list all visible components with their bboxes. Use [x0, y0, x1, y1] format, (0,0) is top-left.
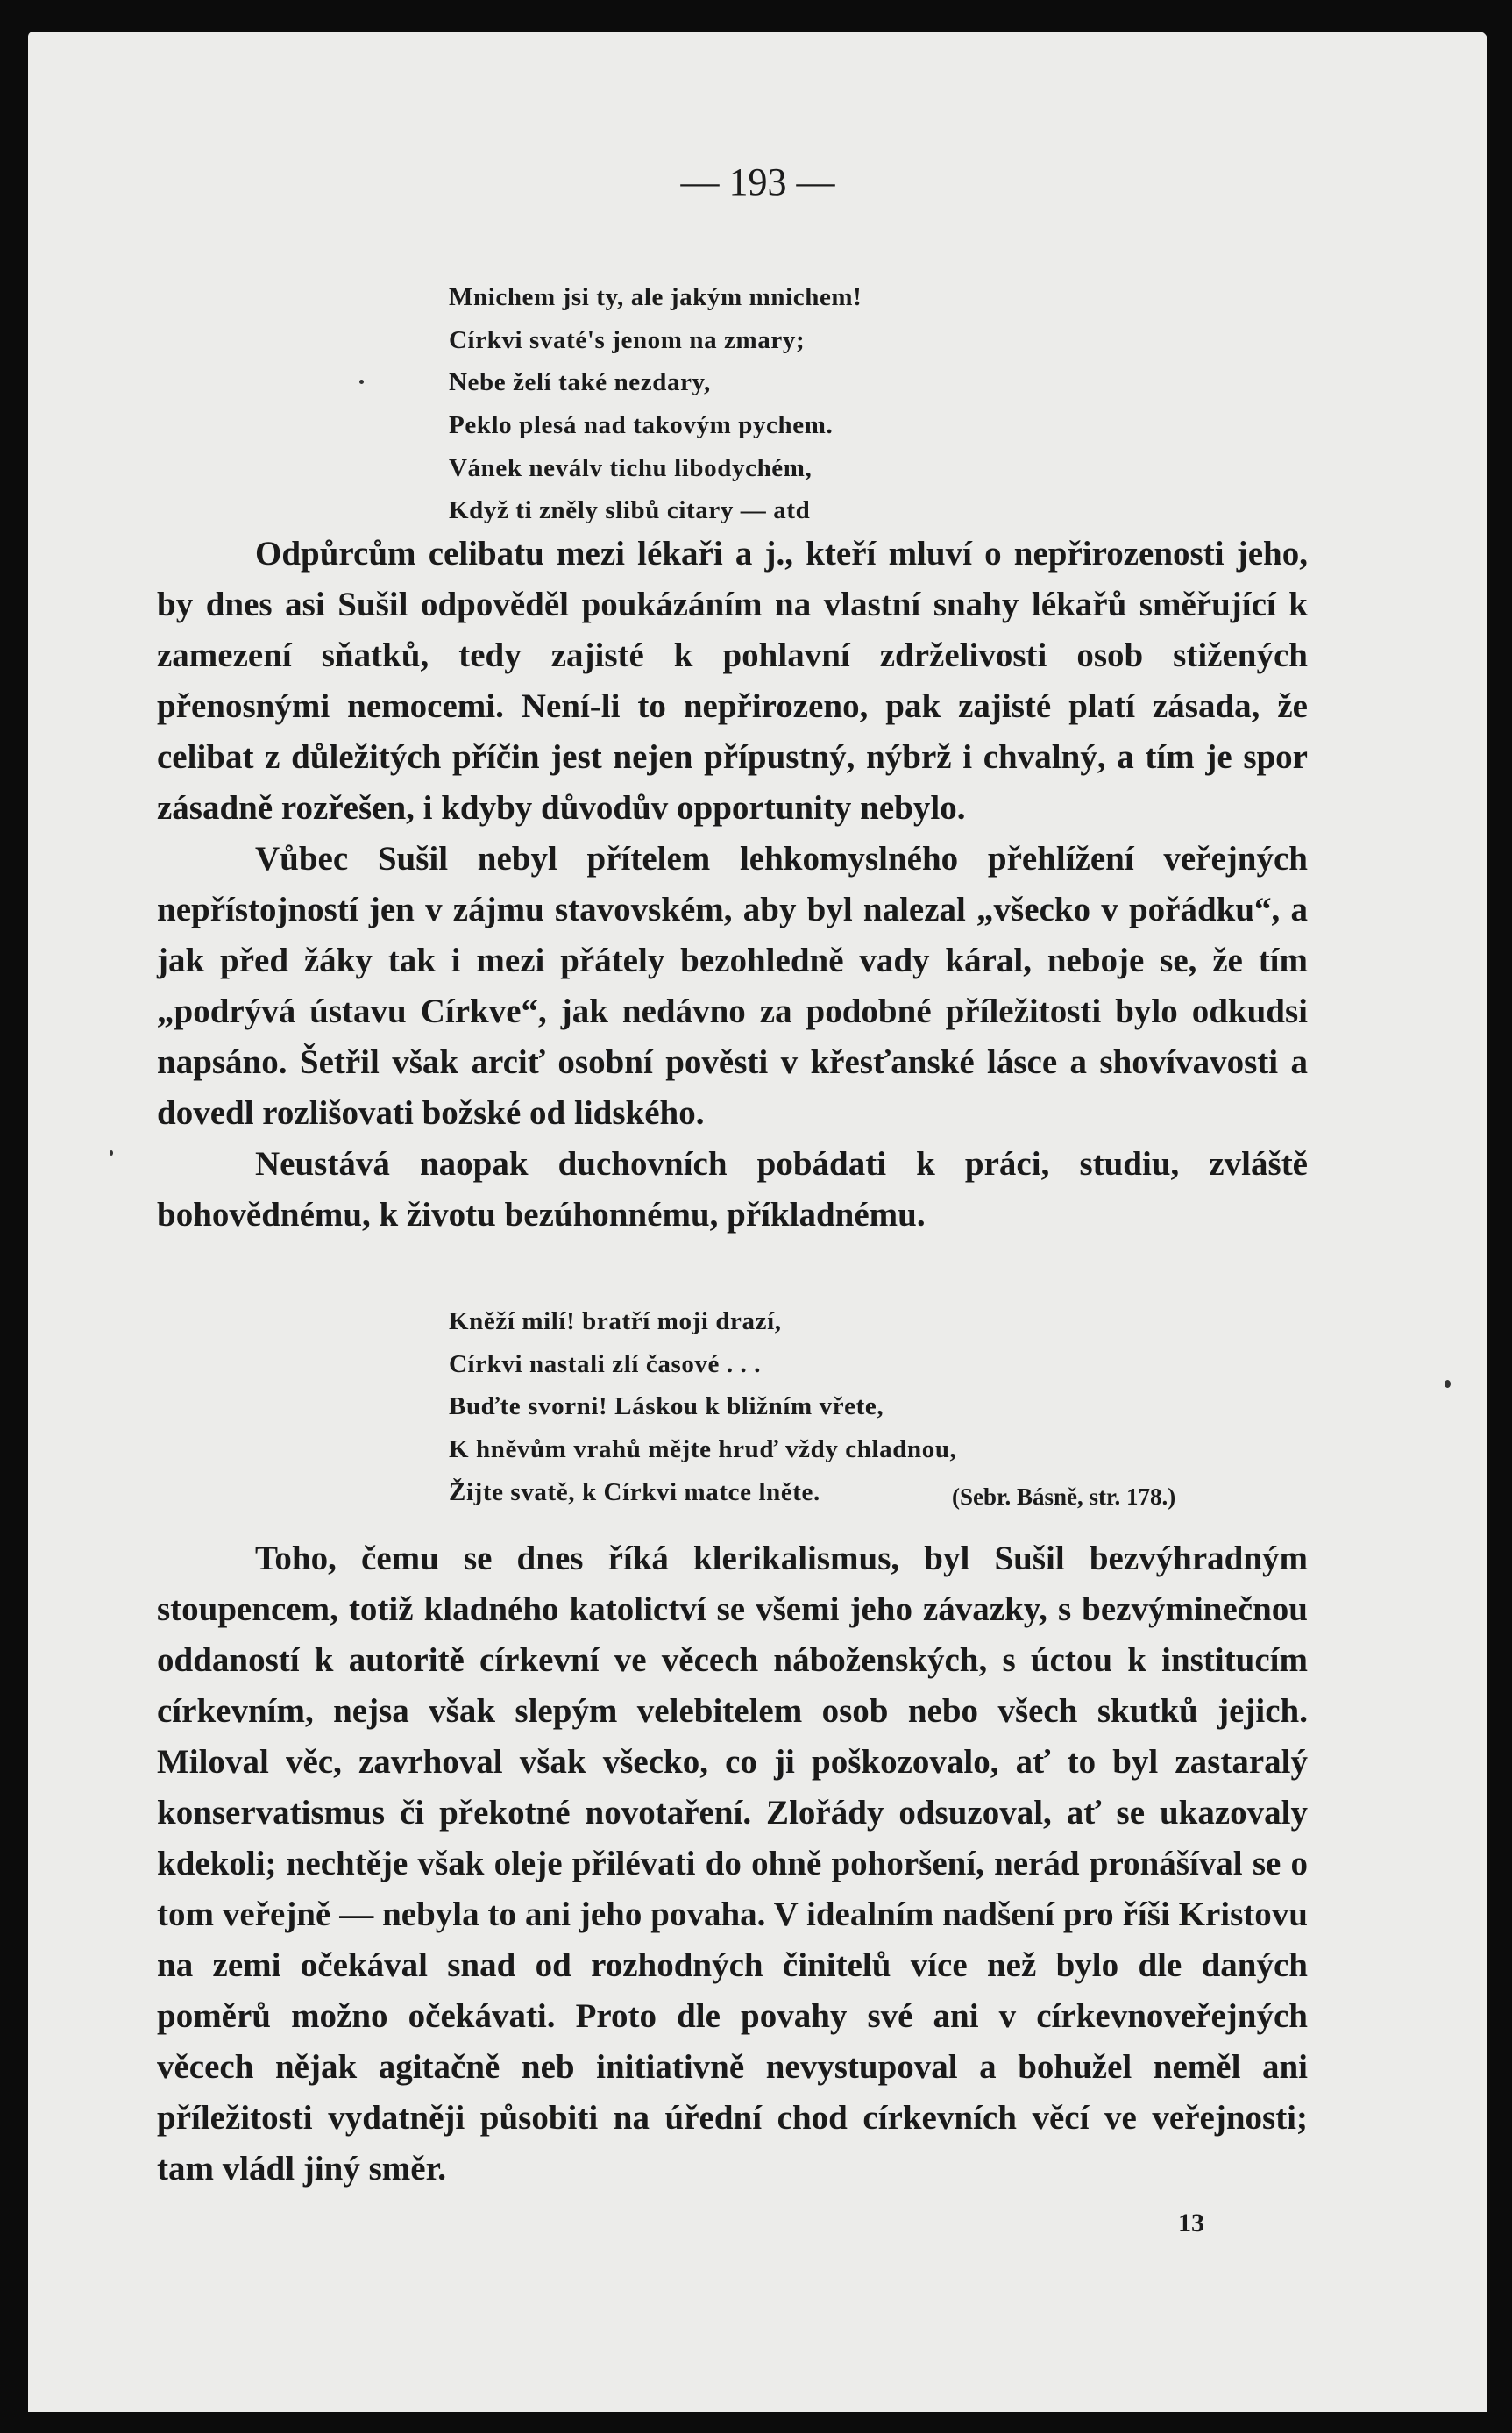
- poem-line: Buďte svorni! Láskou k bližním vřete,: [449, 1392, 884, 1421]
- print-speck: [110, 1150, 113, 1156]
- print-speck: [359, 380, 364, 384]
- source-citation: (Sebr. Básně, str. 178.): [952, 1483, 1176, 1510]
- paragraph: Vůbec Sušil nebyl přítelem lehkomyslného přehlížení veřejných nepřístojností jen v zájmu stavovském, aby byl nalezal „všecko v pořádku“, a jak před žáky tak i mezi přátely bezohledně vady káral, neboje se, že tím „podrývá ústavu Církve“, jak nedávno za podobné příležitosti bylo odkudsi napsáno. Šetřil však arciť osobní pověsti v křesťanské lásce a shovívavosti a dovedl rozlišovati božské od lidského.: [157, 840, 1308, 1132]
- book-page: [28, 32, 1487, 2412]
- poem-line: Mnichem jsi ty, ale jakým mnichem!: [449, 283, 862, 311]
- poem-stanza-1: [449, 276, 862, 532]
- poem-stanza-2: [449, 1300, 956, 1513]
- poem-line: Vánek neválv tichu libodychém,: [449, 453, 813, 482]
- poem-line: Církvi svaté's jenom na zmary;: [449, 325, 806, 354]
- paragraph: Odpůrcům celibatu mezi lékaři a j., kteří mluví o nepřirozenosti jeho, by dnes asi Sušil odpověděl poukázáním na vlastní snahy lékařů směřující k zamezení sňatků, tedy zajisté k pohlavní zdrželivosti osob stižených přenosnými nemocemi. Není-li to nepřirozeno, pak zajisté platí zásada, že celibat z důležitých příčin jest nejen přípustný, nýbrž i chvalný, a tím je spor zásadně rozřešen, i kdyby důvodův opportunity nebylo.: [157, 535, 1308, 827]
- poem-line: K hněvům vrahů mějte hruď vždy chladnou,: [449, 1435, 957, 1464]
- poem-line: Když ti zněly slibů citary — atd: [449, 496, 811, 525]
- poem-line: Kněží milí! bratří moji drazí,: [449, 1307, 782, 1335]
- page-number-header: — 193 —: [680, 160, 835, 203]
- body-text-block-2: [157, 1533, 1308, 2195]
- poem-line: Nebe želí také nezdary,: [449, 368, 711, 397]
- body-text-block-1: [157, 529, 1308, 1241]
- poem-line: Peklo plesá nad takovým pychem.: [449, 411, 834, 440]
- poem-line: Žijte svatě, k Církvi matce lněte.: [449, 1477, 820, 1506]
- poem-line: Církvi nastali zlí časové . . .: [449, 1349, 762, 1378]
- print-speck: [1445, 1380, 1451, 1388]
- signature-mark: 13: [1178, 2209, 1204, 2237]
- paragraph: Toho, čemu se dnes říká klerikalismus, byl Sušil bezvýhradným stoupencem, totiž kladného katolictví se všemi jeho závazky, s bezvýminečnou oddaností k autoritě církevní ve věcech náboženských, s úctou k institucím církevním, nejsa však slepým velebitelem osob nebo všech skutků jejich. Miloval věc, zavrhoval však všecko, co ji poškozovalo, ať to byl zastaralý konservatismus či překotné novotaření. Zlořády odsuzoval, ať se ukazovaly kdekoli; nechtěje však oleje přilévati do ohně pohoršení, nerád pronášíval se o tom veřejně — nebyla to ani jeho povaha. V idealním nadšení pro říši Kristovu na zemi očekával snad od rozhodných činitelů více než bylo dle daných poměrů možno očekávati. Proto dle povahy své ani v církevnoveřejných věcech nějak agitačně neb initiativně nevystupoval a bohužel neměl ani příležitosti vydatněji působiti na úřední chod církevních věcí ve veřejnosti; tam vládl jiný směr.: [157, 1540, 1308, 2188]
- paragraph: Neustává naopak duchovních pobádati k práci, studiu, zvláště bohovědnému, k životu bezúhonnému, příkladnému.: [157, 1145, 1308, 1234]
